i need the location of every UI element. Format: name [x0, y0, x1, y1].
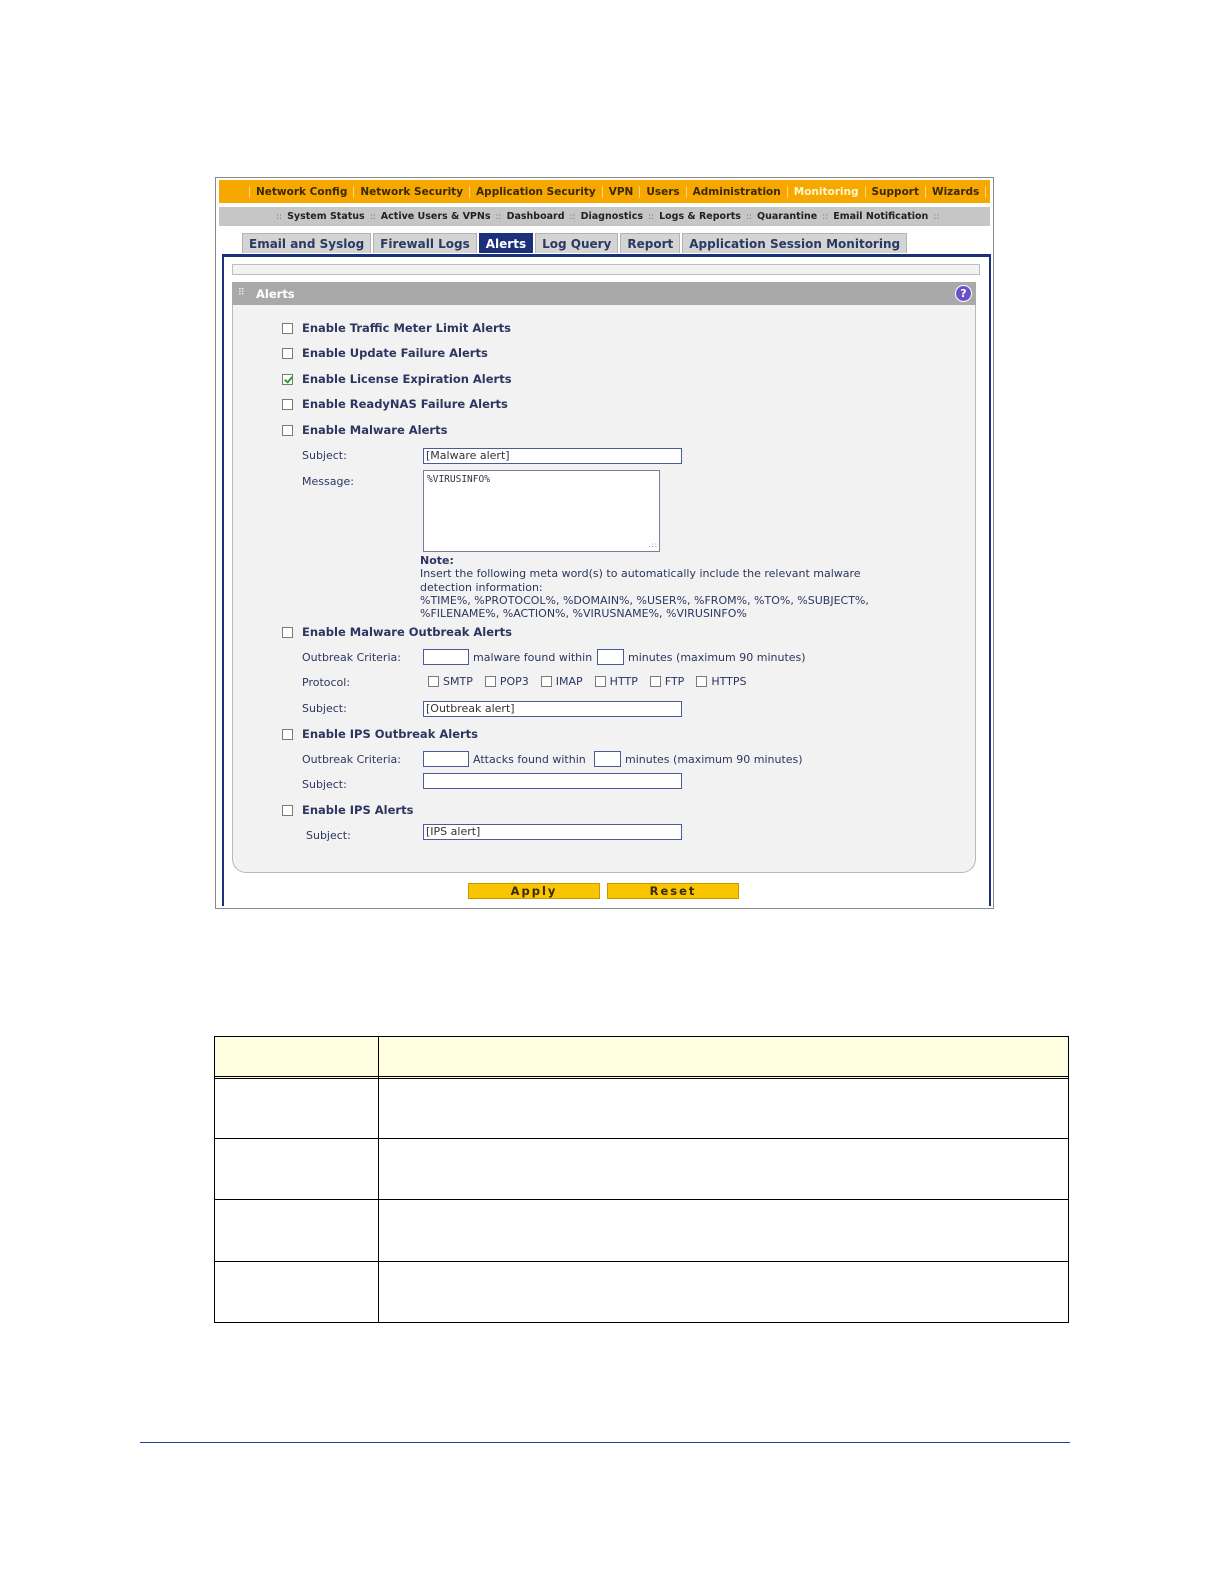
ips-outbreak-minutes-suffix: minutes (maximum 90 minutes) — [625, 753, 803, 766]
license-expiration-alert-row — [282, 372, 512, 386]
malware-outbreak-criteria-text: malware found within — [473, 651, 593, 664]
top-navigation-bar — [219, 180, 990, 203]
malware-outbreak-subject-label: Subject: — [302, 702, 347, 715]
update-failure-alert-row — [282, 346, 488, 360]
content-area — [222, 254, 991, 906]
tab-firewall-logs[interactable]: Firewall Logs — [373, 233, 477, 253]
malware-message-textarea[interactable] — [423, 470, 660, 552]
protocol-checkbox-group — [428, 675, 758, 688]
subnav-separator: :: — [569, 211, 576, 222]
panel-title: Alerts — [256, 287, 295, 301]
note-line: %FILENAME%, %ACTION%, %VIRUSNAME%, %VIRUSINFO% — [420, 607, 747, 621]
subnav-separator: :: — [369, 211, 376, 222]
table-row-divider — [215, 1138, 1068, 1139]
malware-meta-note — [420, 554, 869, 620]
ips-outbreak-subject-label: Subject: — [302, 778, 347, 791]
note-line: %TIME%, %PROTOCOL%, %DOMAIN%, %USER%, %FROM%, %TO%, %SUBJECT%, — [420, 593, 869, 607]
ips-outbreak-criteria-label: Outbreak Criteria: — [302, 753, 401, 766]
ips-outbreak-criteria-text: Attacks found within — [473, 753, 586, 766]
protocol-smtp-label: SMTP — [443, 675, 473, 688]
ips-outbreak-alert-checkbox[interactable] — [282, 729, 293, 740]
tab-email-and-syslog[interactable]: Email and Syslog — [242, 233, 371, 253]
malware-outbreak-alert-checkbox[interactable] — [282, 627, 293, 638]
ips-alert-label: Enable IPS Alerts — [302, 803, 414, 817]
subnav-active-users-vpns[interactable]: Active Users & VPNs — [380, 211, 491, 222]
protocol-https-checkbox[interactable] — [696, 676, 707, 687]
readynas-failure-alert-checkbox[interactable] — [282, 399, 293, 410]
tab-alerts[interactable]: Alerts — [479, 233, 533, 253]
protocol-http-checkbox[interactable] — [595, 676, 606, 687]
malware-subject-input[interactable]: [Malware alert] — [423, 448, 682, 464]
subnav-quarantine[interactable]: Quarantine — [757, 211, 818, 222]
nav-administration[interactable]: Administration — [686, 186, 787, 198]
ips-outbreak-minutes-input[interactable] — [594, 751, 621, 767]
reset-button[interactable]: Reset — [607, 883, 739, 899]
tab-report[interactable]: Report — [620, 233, 680, 253]
malware-outbreak-minutes-suffix: minutes (maximum 90 minutes) — [628, 651, 806, 664]
subnav-logs-reports[interactable]: Logs & Reports — [659, 211, 741, 222]
subnav-separator: :: — [276, 211, 283, 222]
protocol-http-label: HTTP — [609, 675, 638, 688]
sub-navigation-bar — [219, 207, 990, 226]
protocol-ftp-label: FTP — [664, 675, 685, 688]
malware-outbreak-count-input[interactable] — [423, 649, 469, 665]
note-line: Insert the following meta word(s) to automatically include the relevant malware — [420, 567, 861, 581]
table-column-divider — [378, 1037, 379, 1322]
protocol-https-label: HTTPS — [711, 675, 747, 688]
apply-button[interactable]: Apply — [468, 883, 600, 899]
page-footer-rule — [140, 1442, 1070, 1443]
subnav-separator: :: — [822, 211, 829, 222]
note-line: detection information: — [420, 580, 543, 594]
ips-outbreak-alert-row — [282, 727, 478, 741]
protocol-pop3-checkbox[interactable] — [485, 676, 496, 687]
subnav-separator: :: — [745, 211, 753, 222]
tab-log-query[interactable]: Log Query — [535, 233, 618, 253]
nav-wizards[interactable]: Wizards — [925, 186, 986, 198]
ips-outbreak-subject-input[interactable] — [423, 773, 682, 789]
nav-support[interactable]: Support — [865, 186, 925, 198]
subnav-separator: :: — [647, 211, 655, 222]
readynas-failure-alert-label: Enable ReadyNAS Failure Alerts — [302, 397, 508, 411]
tab-application-session-monitoring[interactable]: Application Session Monitoring — [682, 233, 907, 253]
malware-alert-checkbox[interactable] — [282, 425, 293, 436]
traffic-meter-alert-row — [282, 321, 511, 335]
table-row-divider — [215, 1199, 1068, 1200]
subnav-dashboard[interactable]: Dashboard — [506, 211, 565, 222]
malware-subject-label: Subject: — [302, 449, 347, 462]
subnav-email-notification[interactable]: Email Notification — [833, 211, 929, 222]
malware-outbreak-minutes-input[interactable] — [597, 649, 624, 665]
license-expiration-alert-checkbox[interactable] — [282, 374, 293, 385]
ips-outbreak-count-input[interactable] — [423, 751, 469, 767]
malware-outbreak-criteria-label: Outbreak Criteria: — [302, 651, 401, 664]
malware-outbreak-alert-row — [282, 625, 512, 639]
traffic-meter-alert-checkbox[interactable] — [282, 323, 293, 334]
help-icon[interactable]: ? — [955, 285, 972, 302]
protocol-smtp-checkbox[interactable] — [428, 676, 439, 687]
subnav-system-status[interactable]: System Status — [287, 211, 365, 222]
nav-network-config[interactable]: Network Config — [249, 186, 353, 198]
table-row-divider — [215, 1261, 1068, 1262]
nav-vpn[interactable]: VPN — [602, 186, 640, 198]
protocol-pop3-label: POP3 — [499, 675, 529, 688]
alerts-panel-body — [232, 305, 976, 873]
protocol-ftp-checkbox[interactable] — [650, 676, 661, 687]
nav-network-security[interactable]: Network Security — [353, 186, 469, 198]
malware-outbreak-subject-input[interactable]: [Outbreak alert] — [423, 701, 682, 717]
protocol-imap-label: IMAP — [555, 675, 583, 688]
note-title: Note: — [420, 554, 454, 567]
ips-subject-label: Subject: — [306, 829, 351, 842]
protocol-imap-checkbox[interactable] — [541, 676, 552, 687]
alerts-panel-header — [232, 282, 976, 305]
update-failure-alert-label: Enable Update Failure Alerts — [302, 346, 488, 360]
nav-monitoring[interactable]: Monitoring — [787, 186, 865, 198]
tab-strip — [242, 233, 909, 253]
readynas-failure-alert-row — [282, 397, 508, 411]
ips-outbreak-alert-label: Enable IPS Outbreak Alerts — [302, 727, 479, 741]
window-inner — [219, 178, 990, 908]
nav-users[interactable]: Users — [639, 186, 685, 198]
subnav-diagnostics[interactable]: Diagnostics — [580, 211, 643, 222]
malware-alert-label: Enable Malware Alerts — [302, 423, 448, 437]
subnav-separator: :: — [933, 211, 940, 222]
nav-application-security[interactable]: Application Security — [469, 186, 602, 198]
malware-outbreak-alert-label: Enable Malware Outbreak Alerts — [302, 625, 513, 639]
resize-grip-icon[interactable]: .:: — [647, 541, 657, 549]
netgear-alerts-window — [215, 177, 994, 909]
ips-alert-row — [282, 803, 413, 817]
traffic-meter-alert-label: Enable Traffic Meter Limit Alerts — [302, 321, 512, 335]
malware-message-label: Message: — [302, 475, 354, 488]
ips-alert-checkbox[interactable] — [282, 805, 293, 816]
subnav-separator: :: — [495, 211, 502, 222]
license-expiration-alert-label: Enable License Expiration Alerts — [302, 372, 512, 386]
settings-description-table — [214, 1036, 1069, 1323]
status-message-bar — [232, 264, 980, 275]
ips-subject-input[interactable]: [IPS alert] — [423, 824, 682, 840]
update-failure-alert-checkbox[interactable] — [282, 348, 293, 359]
malware-message-text: %VIRUSINFO% — [427, 474, 490, 485]
drag-grip-icon: ⠿ — [238, 288, 244, 298]
malware-alert-row — [282, 423, 447, 437]
protocol-label: Protocol: — [302, 676, 351, 689]
table-header-row — [215, 1037, 1068, 1079]
